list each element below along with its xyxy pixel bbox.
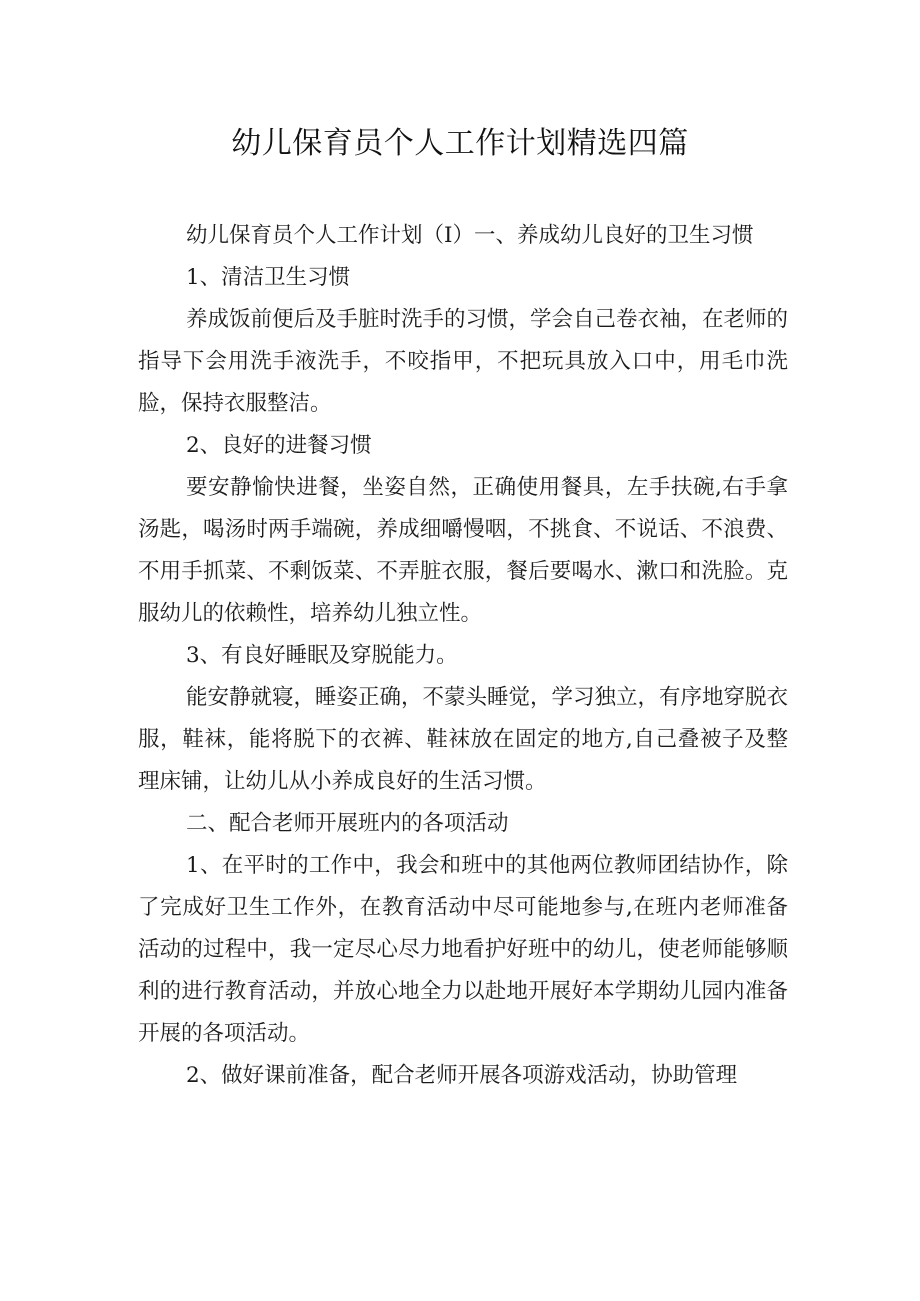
paragraph-heading-activities: 二、配合老师开展班内的各项活动 [186,811,509,836]
paragraph-plan-intro: 幼儿保育员个人工作计划（I）一、养成幼儿良好的卫生习惯 [186,223,754,248]
paragraph-sleep: 能安静就寝，睡姿正确，不蒙头睡觉，学习独立，有序地穿脱衣服，鞋袜，能将脱下的衣裤、鞋袜放在固定的地方,自己叠被子及整理床铺，让幼儿从小养成良好的生活习惯。 [138,685,789,794]
document-body [138,215,788,1097]
paragraph-activities-2: 2、做好课前准备，配合老师开展各项游戏活动，协助管理 [186,1063,738,1088]
paragraph-eating: 要安静愉快进餐，坐姿自然，正确使用餐具，左手扶碗,右手拿汤匙，喝汤时两手端碗，养成细嚼慢咽，不挑食、不说话、不浪费、不用手抓菜、不剩饭菜、不弄脏衣服，餐后要喝水、漱口和洗脸。克服幼儿的依赖性，培养幼儿独立性。 [138,475,788,626]
paragraph-cleanliness: 养成饭前便后及手脏时洗手的习惯，学会自己卷衣袖，在老师的指导下会用洗手液洗手，不咬指甲，不把玩具放入口中，用毛巾洗脸，保持衣服整洁。 [138,307,789,416]
paragraph-heading-eating: 2、良好的进餐习惯 [186,433,372,458]
paragraph-heading-cleanliness: 1、清洁卫生习惯 [186,265,351,290]
paragraph-heading-sleep: 3、有良好睡眠及穿脱能力。 [186,643,458,668]
document-title: 幼儿保育员个人工作计划精选四篇 [231,126,689,161]
paragraph-activities-1: 1、在平时的工作中，我会和班中的其他两位教师团结协作，除了完成好卫生工作外，在教育活动中尽可能地参与,在班内老师准备活动的过程中，我一定尽心尽力地看护好班中的幼儿，使老师能够顺利的进行教育活动，并放心地全力以赴地开展好本学期幼儿园内准备开展的各项活动。 [138,853,788,1046]
